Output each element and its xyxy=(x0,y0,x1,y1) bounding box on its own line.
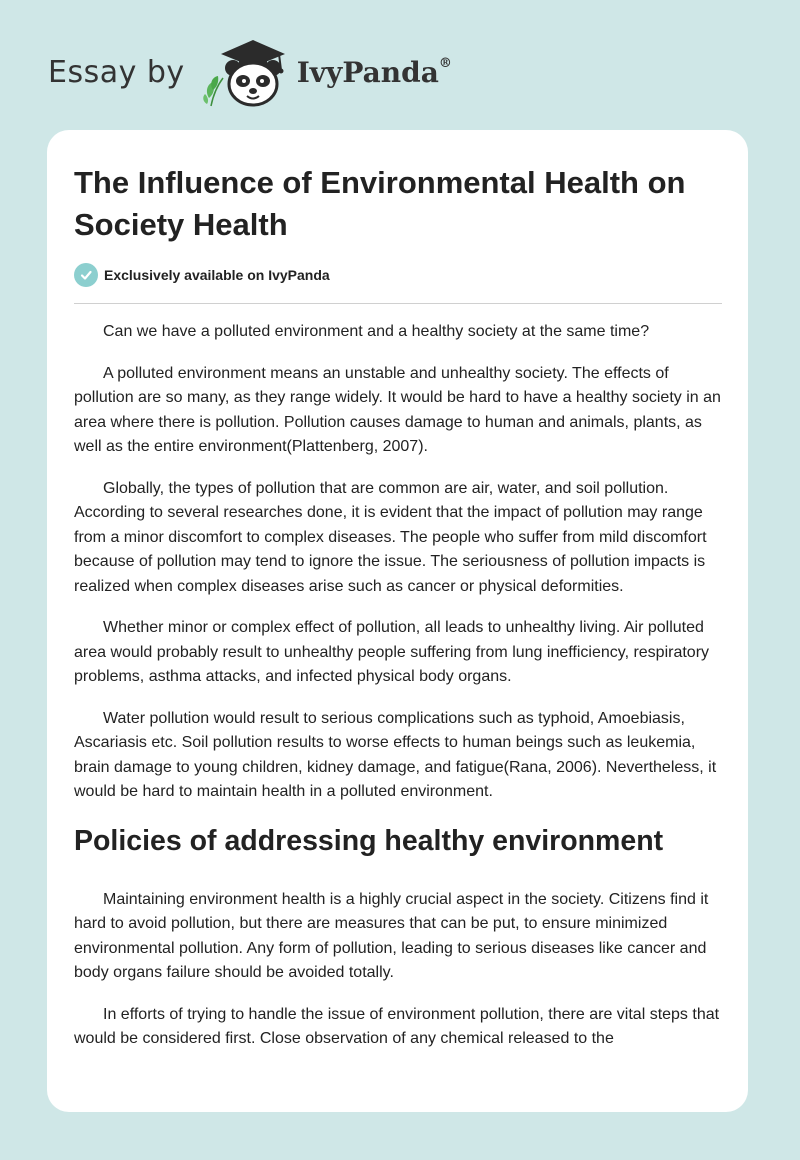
paragraph: Globally, the types of pollution that are common are air, water, and soil pollution. According to several researches done, it is evident that the impact of pollution may range from a minor discomfort to complex diseases. The people who suffer from mild discomfort because of pollution may tend to ignore the issue. The seriousness of pollution impacts is realized when complex diseases arise such as cancer or physical deformities. xyxy=(74,479,707,595)
exclusive-badge xyxy=(74,263,330,287)
divider xyxy=(74,303,722,304)
ivypanda-logo-icon[interactable] xyxy=(199,34,291,110)
essay-body xyxy=(74,320,726,1069)
paragraph: Can we have a polluted environment and a healthy society at the same time? xyxy=(103,323,650,340)
paragraph: A polluted environment means an unstable and unhealthy society. The effects of pollution are so many, as they range widely. It would be hard to have a healthy society in an area where there is pollution. Pollution causes damage to human and animals, plants, as well as the entire environment(Plattenberg, 2007). xyxy=(74,364,721,455)
site-header xyxy=(48,36,452,108)
paragraph: Maintaining environment health is a highly crucial aspect in the society. Citizens find it hard to avoid pollution, but there are measures that can be put, to ensure minimized environmental pollution. Any form of pollution, leading to serious diseases like cancer and body organs failure should be avoided totally. xyxy=(74,890,709,981)
paragraph: Whether minor or complex effect of pollution, all leads to unhealthy living. Air polluted area would probably result to unhealthy people suffering from lung inefficiency, respiratory problems, asthma attacks, and infected physical body organs. xyxy=(74,619,710,685)
essay-by-label: Essay by xyxy=(48,54,185,90)
brand-name[interactable]: IvyPanda® xyxy=(296,55,452,89)
page-title: The Influence of Environmental Health on Society Health xyxy=(74,165,686,242)
section-heading: Policies of addressing healthy environment xyxy=(74,824,664,857)
check-icon xyxy=(74,263,98,287)
exclusive-badge-label: Exclusively available on IvyPanda xyxy=(104,267,330,283)
essay-card xyxy=(47,130,748,1112)
paragraph: In efforts of trying to handle the issue of environment pollution, there are vital steps that would be considered first. Close observation of any chemical released to the xyxy=(74,1005,720,1047)
paragraph: Water pollution would result to serious complications such as typhoid, Amoebiasis, Ascariasis etc. Soil pollution results to worse effects to human beings such as leukemia, brain damage to young children, kidney damage, and fatigue(Rana, 2006). Nevertheless, it would be hard to maintain health in a polluted environment. xyxy=(74,709,717,800)
